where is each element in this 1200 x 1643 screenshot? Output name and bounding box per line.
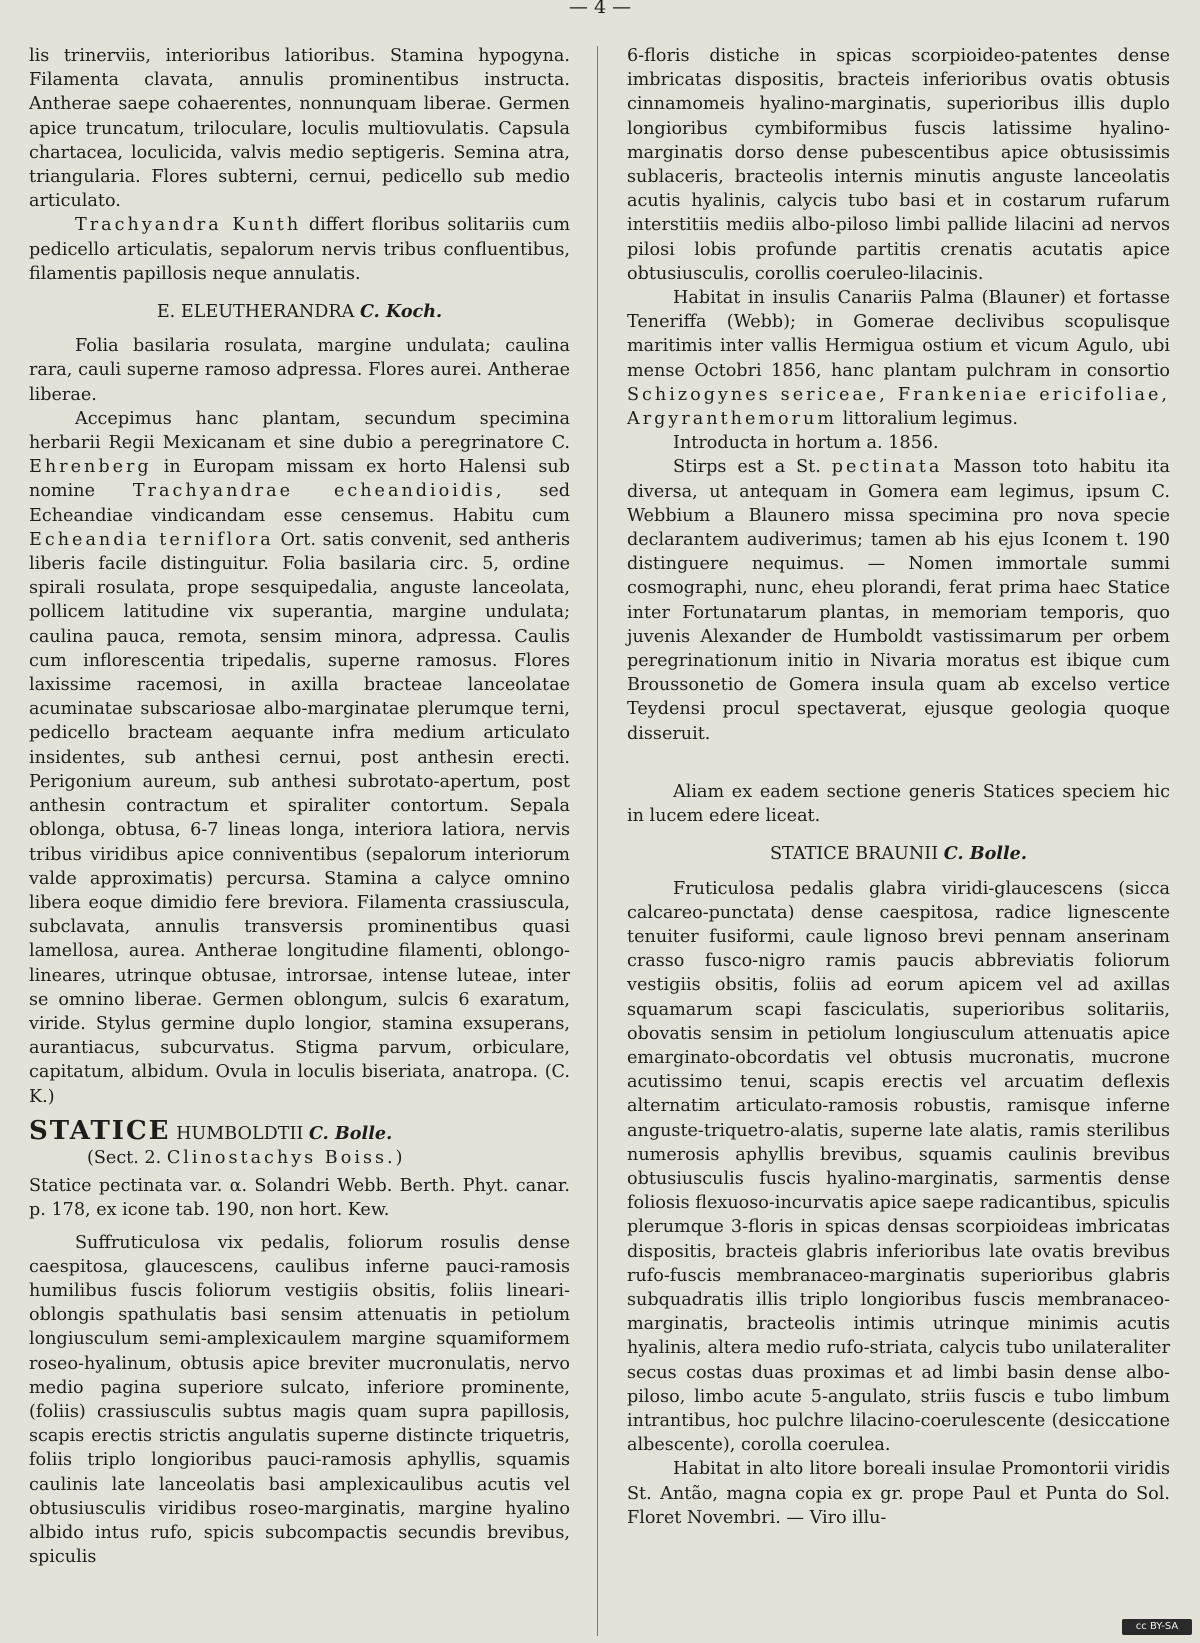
synonym: Statice pectinata var. α. Solandri Webb. Berth. Phyt. canar. p. 178, ex icone tab. 190, non hort. Kew.	[29, 1176, 570, 1221]
paragraph: Suffruticulosa vix pedalis, foliorum rosulis dense caespitosa, glaucescens, caulibus inferne pauci-ramosis humilibus fuscis foliorum vestigiis obsitis, foliis lineari-oblongis spathulatis basi sensim attenuatis in petiolum longiusculum semi-amplexicaulem margine squamiformem roseo-hyalinum, obtusis apice breviter mucronulatis, nervo medio pagina superiore sulcato, inferiore prominente, (foliis) crassiusculis subtus magis quam supra papillosis, scapis erectis strictis angulatis superne distincte triquetris, foliis triplo longioribus pauci-ramosis aphyllis, squamis caulinis late lanceolatis basi amplexicaulibus acutis vel obtusiusculis viridibus roseo-marginatis, margine hyalino albido intus rufo, spicis subcompactis secundis brevibus, spiculis	[29, 1232, 570, 1568]
paragraph: Stirps est a St. pectinata Masson toto habitu ita diversa, ut antequam in Gomera eam legimus, ipsum C. Webbium a Blaunero missa specimina pro nova specie declarantem audiverimus; tamen ab his ejus Iconem t. 190 distinguere nequimus. — Nomen immortale summi cosmographi, nunc, eheu plorandi, ferat prima haec Statice inter Fortunatarum plantas, in memoriam temporis, quo juvenis Alexander de Humboldt vastissimarum per orbem peregrinationum initio in Nivaria moratus est ibique cum Broussonetio de Gomera insula quam ab excelso vertice Teydensi procul spectaverat, ejusque geologia quoque disseruit.	[627, 457, 1170, 744]
section-heading: E. ELEUTHERANDRA C. Koch.	[156, 301, 443, 323]
paragraph: Introducta in hortum a. 1856.	[673, 433, 939, 454]
section-subheading: (Sect. 2. Clinostachys Boiss.)	[87, 1147, 403, 1168]
page-number: — 4 —	[568, 0, 632, 18]
paragraph: Aliam ex eadem sectione generis Statices speciem hic in lucem edere liceat.	[627, 781, 1170, 827]
section-heading: STATICE BRAUNII C. Bolle.	[770, 843, 1027, 865]
license-badge: cc BY-SA	[1122, 1619, 1192, 1635]
paragraph: Accepimus hanc plantam, secundum specimina herbarii Regii Mexicanam et sine dubio a peregrinatore C. Ehrenberg in Europam missam ex horto Halensi sub nomine Trachyandrae echeandioidis, sed Echeandiae vindicandam esse censemus. Habitu cum Echeandia terniflora Ort. satis convenit, sed antheris liberis facile distinguitur. Folia basilaria circ. 5, ordine spirali rosulata, prope sesquipedalia, anguste lanceolata, pollicem latitudine vix superantia, margine undulata; caulina pauca, remota, sensim minora, adpressa. Caulis cum inflorescentia tripedalis, superne ramosus. Flores laxissime racemosi, in axilla bracteae lanceolatae acuminatae subscariosae albo-marginatae plerumque terni, pedicello bracteam aequante infra medium articulato insidentes, sub anthesi cernui, post anthesin erecti. Perigonium aureum, sub anthesi subrotato-apertum, post anthesin contractum et spiraliter contortum. Sepala oblonga, obtusa, 6-7 lineas longa, interiora latiora, nervis tribus viridibus apice conniventibus (sepalorum interiorum valde approximatis) percursa. Stamina a calyce omnino libera eoque dimidio fere breviora. Filamenta crassiuscula, subclavata, annulis transversis prominentibus quasi lamellosa, aurea. Antherae longitudine filamenti, oblongo-lineares, utrinque obtusae, introrsae, intense luteae, inter se omnino liberae. Germen oblongum, sulcis 6 exaratum, viride. Stylus germine duplo longior, stamina exsuperans, aurantiacus, subcurvatus. Stigma parvum, orbiculare, capitatum, albidum. Ovula in loculis biseriata, anatropa. (C. K.)	[29, 408, 571, 1107]
column-divider	[597, 46, 598, 1636]
paragraph: Habitat in alto litore boreali insulae Promontorii viridis St. Antão, magna copia ex gr. prope Paul et Punta do Sol. Floret Novembri. — Viro illu-	[627, 1459, 1170, 1528]
genus-name: Trachyandra Kunth	[75, 215, 302, 236]
paragraph: Habitat in insulis Canariis Palma (Blauner) et fortasse Teneriffa (Webb); in Gomerae declivibus scopulisque maritimis inter vallis Hermigua ostium et vicum Agulo, ubi mense Octobri 1856, hanc plantam pulchram in consortio Schizogynes sericeae, Frankeniae ericifoliae, Argyranthemorum littoralium legimus.	[627, 288, 1170, 430]
paragraph: lis trinerviis, interioribus latioribus. Stamina hypogyna. Filamenta clavata, annulis prominentibus instructa. Antherae saepe cohaerentes, nonnunquam liberae. Germen apice truncatum, triloculare, loculis multiovulatis. Capsula chartacea, loculicida, valvis medio septigeris. Semina atra, triangularia. Flores subterni, cernui, pedicello sub medio articulato.	[29, 46, 570, 212]
right-column	[627, 44, 1170, 1530]
paragraph: Folia basilaria rosulata, margine undulata; caulina rara, cauli superne ramoso adpressa. Flores aurei. Antherae liberae.	[29, 336, 570, 405]
paragraph: Trachyandra Kunth differt floribus solitariis cum pedicello articulatis, sepalorum nervis tribus confluentibus, filamentis papillosis neque annulatis.	[29, 215, 570, 284]
left-column	[29, 44, 570, 1569]
paragraph: Fruticulosa pedalis glabra viridi-glaucescens (sicca calcareo-punctata) dense caespitosa, radice lignescente tenuiter fusiformi, caule lignoso brevi pennam anserinam crasso fusco-nigro ramis paucis abbreviatis foliorum vestigiis obsitis, foliis ad eorum apicem vel ad axillas squamarum scapi fasciculatis, superioribus solitariis, obovatis sensim in petiolum longiusculum attenuatis apice emarginato-obcordatis vel obtusis mucronatis, mucrone acutissimo tenui, scapis erectis vel arcuatim deflexis alternatim articulato-ramosis robustis, ramisque inferne anguste-triquetro-alatis, superne late alatis, ramis sterilibus numerosis aphyllis brevibus, squamis caulinis brevibus obtusiusculis fuscis hyalino-marginatis, sarmentis dense foliosis flexuoso-incurvatis apice saepe radicantibus, spiculis plerumque 3-floris in spicas densas scorpioideas imbricatas dispositis, bracteis glabris inferioribus late ovatis brevibus rufo-fuscis membranaceo-marginatis superioribus glabris subquadratis illis triplo longioribus fuscis membranaceo-marginatis, bracteolis intimis utrinque minimis acutis hyalinis, altera medio rufo-striata, calycis tubo unilateraliter secus costas duas proximas et ad limbi basin dense albo-piloso, limbo acute 5-angulato, striis fuscis e tubo limbum intrantibus, hoc pulchre lilacino-coerulescente (desiccatione albescente), corolla coerulea.	[627, 878, 1170, 1456]
paragraph: 6-floris distiche in spicas scorpioideo-patentes dense imbricatas dispositis, bracteis inferioribus ovatis obtusis cinnamomeis hyalino-marginatis, superioribus illis duplo longioribus cymbiformibus fuscis latissime hyalino-marginatis dorso dense pubescentibus apice obtusissimis sublaceris, bracteolis internis minutis anguste lanceolatis acutis hyalinis, calycis tubo basi et in costarum rufarum interstitiis mediis albo-piloso limbi pallide lilacini ad nervos pilosi lobis profunde partitis crenatis acutatis apice obtusiusculis, corollis coeruleo-lilacinis.	[627, 46, 1170, 284]
spacer	[627, 746, 1170, 780]
species-heading: STATICE HUMBOLDTII C. Bolle.	[29, 1115, 393, 1146]
